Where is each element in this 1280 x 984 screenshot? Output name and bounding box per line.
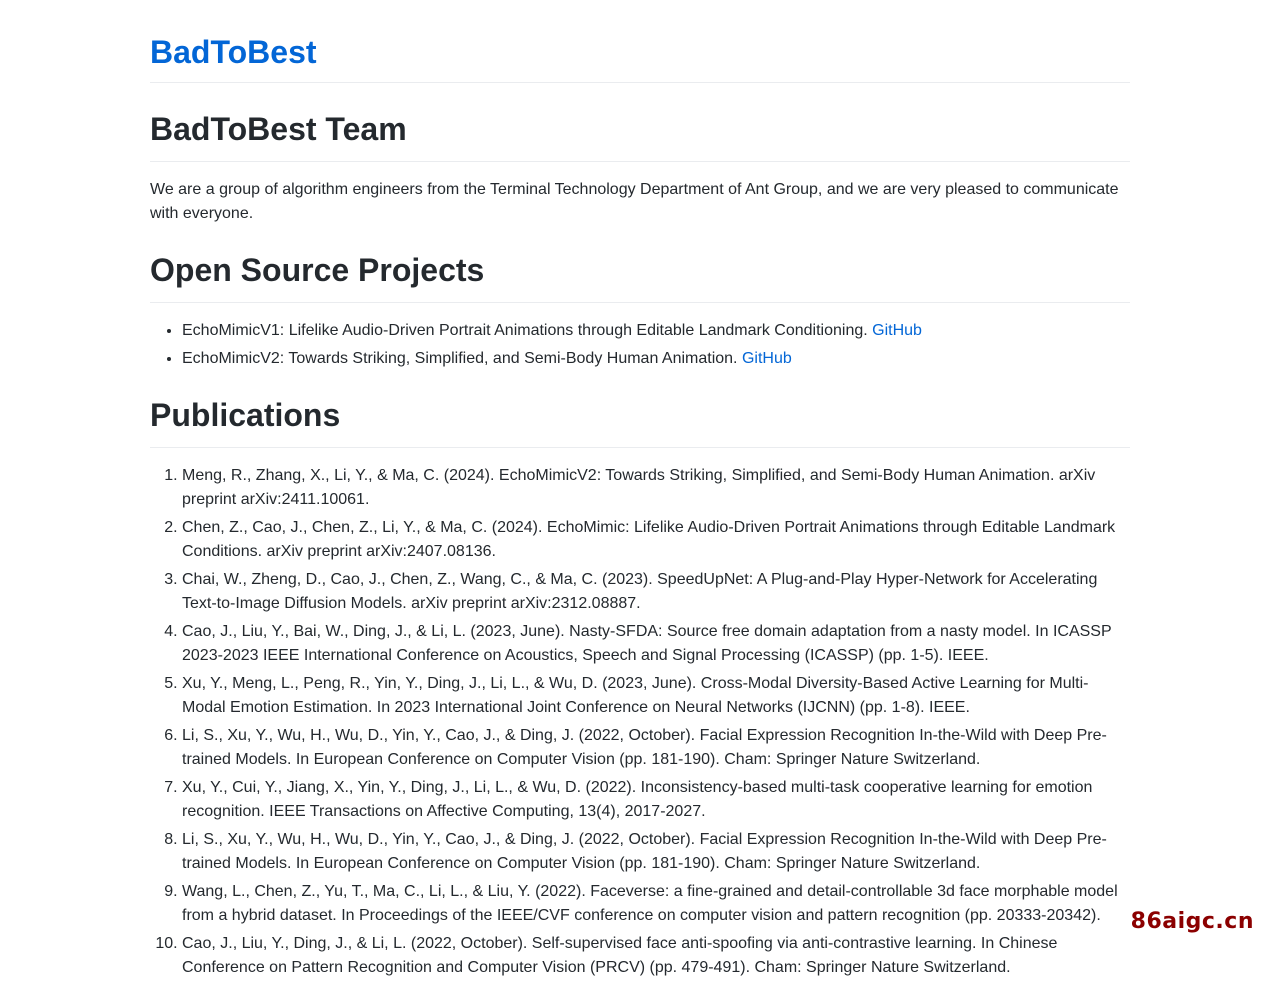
publication-item: 8. Li, S., Xu, Y., Wu, H., Wu, D., Yin, Y., Cao, J., & Ding, J. (2022, October). Facial Expression Recognition In-the-Wild with Deep Pre-trained Models. In European Conference on Computer Vision (pp. 181-190). Cham: Springer Nature Switzerland. bbox=[182, 828, 1130, 876]
publication-item: 1. Meng, R., Zhang, X., Li, Y., & Ma, C. (2024). EchoMimicV2: Towards Striking, Simplified, and Semi-Body Human Animation. arXiv preprint arXiv:2411.10061. bbox=[182, 464, 1130, 512]
site-header bbox=[150, 0, 1130, 83]
publication-item: 9. Wang, L., Chen, Z., Yu, T., Ma, C., Li, L., & Liu, Y. (2022). Faceverse: a fine-grained and detail-controllable 3d face morphable model from a hybrid dataset. In Proceedings of the IEEE/CVF conference on computer vision and pattern recognition (pp. 20333-20342). bbox=[182, 880, 1130, 928]
site-title-link[interactable]: BadToBest bbox=[150, 34, 317, 70]
project-description: EchoMimicV2: Towards Striking, Simplified, and Semi-Body Human Animation. bbox=[182, 350, 738, 367]
watermark-logo: 86aigc.cn bbox=[1131, 906, 1254, 938]
page-container bbox=[150, 0, 1130, 984]
publication-item: 7. Xu, Y., Cui, Y., Jiang, X., Yin, Y., Ding, J., Li, L., & Wu, D. (2022). Inconsistency-based multi-task cooperative learning for emotion recognition. IEEE Transactions on Affective Computing, 13(4), 2017-2027. bbox=[182, 776, 1130, 824]
team-heading: BadToBest Team bbox=[150, 109, 1130, 162]
project-item bbox=[182, 347, 1130, 371]
publication-item: 10. Cao, J., Liu, Y., Ding, J., & Li, L. (2022, October). Self-supervised face anti-spoofing via anti-contrastive learning. In Chinese Conference on Pattern Recognition and Computer Vision (PRCV) (pp. 479-491). Cham: Springer Nature Switzerland. bbox=[182, 932, 1130, 980]
publication-item: 2. Chen, Z., Cao, J., Chen, Z., Li, Y., & Ma, C. (2024). EchoMimic: Lifelike Audio-Driven Portrait Animations through Editable Landmark Conditions. arXiv preprint arXiv:2407.08136. bbox=[182, 516, 1130, 564]
project-item bbox=[182, 319, 1130, 343]
projects-heading: Open Source Projects bbox=[150, 250, 1130, 303]
project-github-link[interactable]: GitHub bbox=[741, 350, 792, 367]
publication-item: 4. Cao, J., Liu, Y., Bai, W., Ding, J., & Li, L. (2023, June). Nasty-SFDA: Source free domain adaptation from a nasty model. In ICASSP 2023-2023 IEEE International Conference on Acoustics, Speech and Signal Processing (ICASSP) (pp. 1-5). IEEE. bbox=[182, 620, 1130, 668]
publication-item: 6. Li, S., Xu, Y., Wu, H., Wu, D., Yin, Y., Cao, J., & Ding, J. (2022, October). Facial Expression Recognition In-the-Wild with Deep Pre-trained Models. In European Conference on Computer Vision (pp. 181-190). Cham: Springer Nature Switzerland. bbox=[182, 724, 1130, 772]
team-description: We are a group of algorithm engineers from the Terminal Technology Department of Ant Group, and we are very pleased to communicate with everyone. bbox=[150, 181, 1119, 222]
project-github-link[interactable]: GitHub bbox=[872, 322, 922, 339]
publications-list bbox=[150, 464, 1130, 980]
publication-item: 5. Xu, Y., Meng, L., Peng, R., Yin, Y., Ding, J., Li, L., & Wu, D. (2023, June). Cross-Modal Diversity-Based Active Learning for Multi-Modal Emotion Estimation. In 2023 International Joint Conference on Neural Networks (IJCNN) (pp. 1-8). IEEE. bbox=[182, 672, 1130, 720]
publications-heading: Publications bbox=[150, 395, 1130, 448]
projects-list bbox=[150, 319, 1130, 371]
publication-item: 3. Chai, W., Zheng, D., Cao, J., Chen, Z., Wang, C., & Ma, C. (2023). SpeedUpNet: A Plug-and-Play Hyper-Network for Accelerating Text-to-Image Diffusion Models. arXiv preprint arXiv:2312.08887. bbox=[182, 568, 1130, 616]
project-description: EchoMimicV1: Lifelike Audio-Driven Portrait Animations through Editable Landmark Conditioning. bbox=[182, 322, 868, 339]
